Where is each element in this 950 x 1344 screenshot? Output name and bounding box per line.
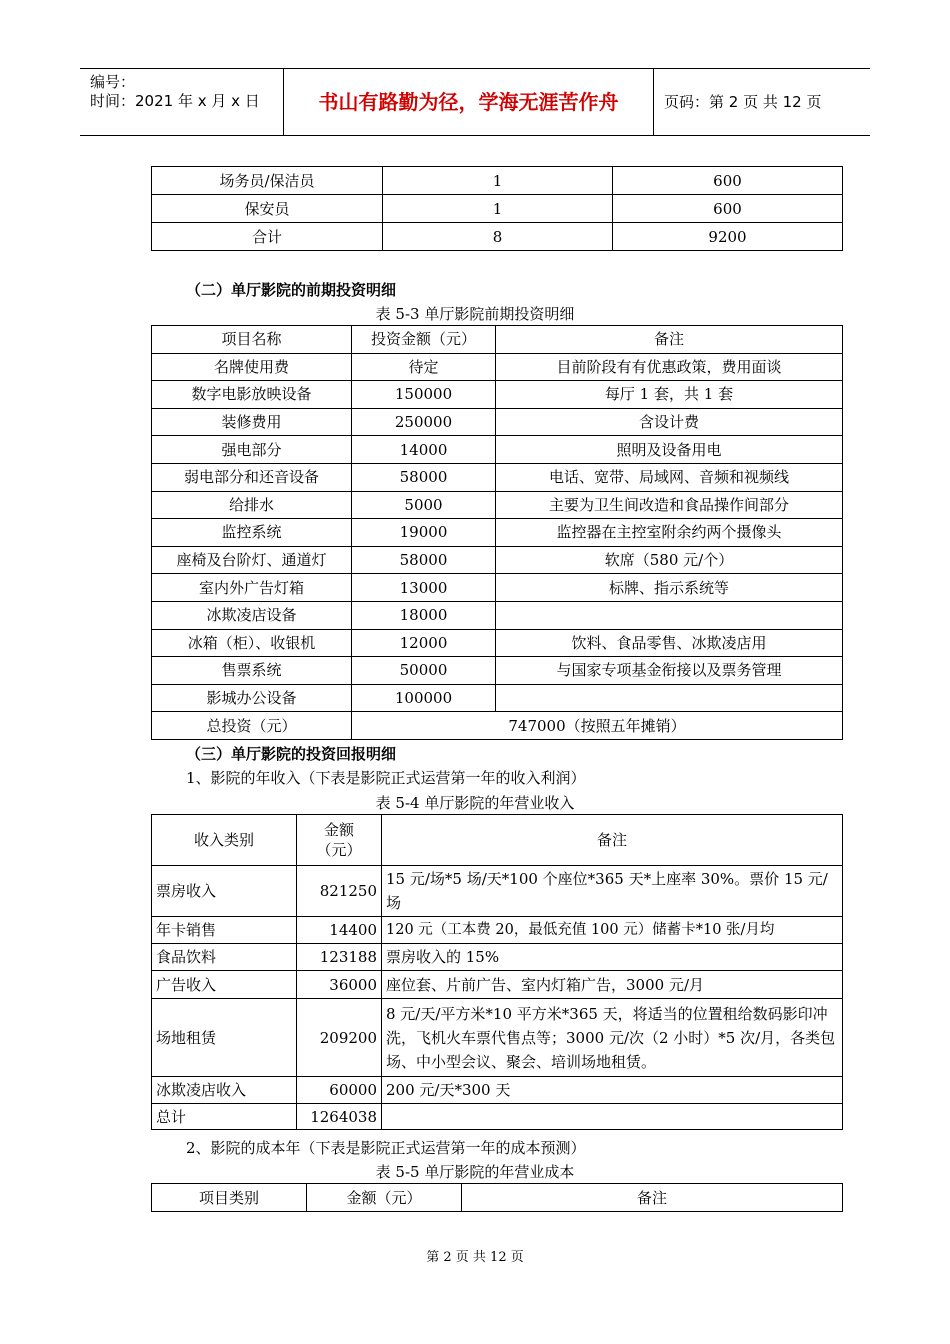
table-cell: 200 元/天*300 天 xyxy=(382,1077,843,1104)
header-meta xyxy=(80,69,283,135)
table-row xyxy=(152,999,843,1077)
table-cell: 150000 xyxy=(352,381,496,409)
table-cell: 14000 xyxy=(352,436,496,464)
table-cell: 冰箱（柜）、收银机 xyxy=(152,629,352,657)
table-cell: 600 xyxy=(613,167,843,195)
table-cell: 照明及设备用电 xyxy=(496,436,843,464)
table-cell: 18000 xyxy=(352,601,496,629)
total-label: 总投资（元） xyxy=(152,712,352,740)
table-cell: 120 元（工本费 20，最低充值 100 元）储蓄卡*10 张/月均 xyxy=(382,917,843,944)
table-row xyxy=(152,1077,843,1104)
table-row xyxy=(152,574,843,602)
table-cell: 目前阶段有有优惠政策，费用面谈 xyxy=(496,353,843,381)
header-cell-text: 金额（元） xyxy=(316,821,362,859)
staff-table xyxy=(151,166,843,251)
investment-table xyxy=(151,325,843,740)
table-header-row xyxy=(152,815,843,866)
table-cell: 36000 xyxy=(297,971,382,999)
header-cell xyxy=(297,815,382,866)
table-cell: 58000 xyxy=(352,546,496,574)
table-row xyxy=(152,866,843,917)
table-cell: 给排水 xyxy=(152,491,352,519)
section3-heading: （三）单厅影院的投资回报明细 xyxy=(186,745,397,763)
table-cell: 60000 xyxy=(297,1077,382,1104)
table-cell xyxy=(496,601,843,629)
header-cell: 金额（元） xyxy=(307,1184,462,1212)
table-cell: 8 元/天/平方米*10 平方米*365 天，将适当的位置租给数码影印冲洗，飞机火车票代售点等；3000 元/次（2 小时）*5 次/月，各类包场、中小型会议、聚会、培训场地租赁。 xyxy=(382,999,843,1077)
table-row xyxy=(152,629,843,657)
table-cell: 5000 xyxy=(352,491,496,519)
table-row xyxy=(152,971,843,999)
table-cell: 场务员/保洁员 xyxy=(152,167,383,195)
table-cell: 13000 xyxy=(352,574,496,602)
table-cell: 饮料、食品零售、冰欺凌店用 xyxy=(496,629,843,657)
table-row xyxy=(152,463,843,491)
header-cell: 项目名称 xyxy=(152,326,352,354)
table-row xyxy=(152,684,843,712)
header-cell: 项目类别 xyxy=(152,1184,307,1212)
table-cell: 250000 xyxy=(352,408,496,436)
table-row xyxy=(152,944,843,971)
header-page-info: 页码：第 2 页 共 12 页 xyxy=(664,93,822,111)
table-cell: 123188 xyxy=(297,944,382,971)
header-cell: 备注 xyxy=(462,1184,843,1212)
total-value: 747000（按照五年摊销） xyxy=(352,712,843,740)
table-cell: 名牌使用费 xyxy=(152,353,352,381)
table-row xyxy=(152,381,843,409)
table-cell: 8 xyxy=(383,223,613,251)
cost-table xyxy=(151,1183,843,1212)
table-header-row xyxy=(152,326,843,354)
table-cell: 强电部分 xyxy=(152,436,352,464)
table-cell: 广告收入 xyxy=(152,971,297,999)
table-cell xyxy=(496,684,843,712)
header-cell: 备注 xyxy=(382,815,843,866)
table-cell: 食品饮料 xyxy=(152,944,297,971)
table-cell: 监控器在主控室附余约两个摄像头 xyxy=(496,519,843,547)
table-cell: 19000 xyxy=(352,519,496,547)
table-cell: 每厅 1 套，共 1 套 xyxy=(496,381,843,409)
table-cell: 座位套、片前广告、室内灯箱广告，3000 元/月 xyxy=(382,971,843,999)
table-cell xyxy=(382,1104,843,1130)
table-row xyxy=(152,917,843,944)
table-cell: 座椅及台阶灯、通道灯 xyxy=(152,546,352,574)
table-row xyxy=(152,601,843,629)
table-cell: 50000 xyxy=(352,657,496,685)
table-cell: 场地租赁 xyxy=(152,999,297,1077)
table-caption: 表 5-5 单厅影院的年营业成本 xyxy=(375,1163,575,1181)
section2-heading: （二）单厅影院的前期投资明细 xyxy=(186,281,397,299)
table-cell: 待定 xyxy=(352,353,496,381)
table-cell: 合计 xyxy=(152,223,383,251)
table-cell: 监控系统 xyxy=(152,519,352,547)
table-cell: 标牌、指示系统等 xyxy=(496,574,843,602)
table-caption: 表 5-3 单厅影院前期投资明细 xyxy=(375,305,575,323)
table-cell: 冰欺凌店收入 xyxy=(152,1077,297,1104)
table-cell: 15 元/场*5 场/天*100 个座位*365 天*上座率 30%。票价 15 元/场 xyxy=(382,866,843,917)
table-cell: 数字电影放映设备 xyxy=(152,381,352,409)
table-cell: 821250 xyxy=(297,866,382,917)
table-row xyxy=(152,436,843,464)
table-cell: 100000 xyxy=(352,684,496,712)
table-cell: 电话、宽带、局域网、音频和视频线 xyxy=(496,463,843,491)
section3-sub1: 1、影院的年收入（下表是影院正式运营第一年的收入利润） xyxy=(186,769,586,787)
number-label: 编号： xyxy=(90,73,136,91)
table-cell: 14400 xyxy=(297,917,382,944)
section3-sub2: 2、影院的成本年（下表是影院正式运营第一年的成本预测） xyxy=(186,1139,586,1157)
table-cell: 弱电部分和还音设备 xyxy=(152,463,352,491)
page-header xyxy=(80,68,870,136)
table-cell: 票房收入 xyxy=(152,866,297,917)
table-row xyxy=(152,353,843,381)
table-cell: 600 xyxy=(613,195,843,223)
table-cell: 1 xyxy=(383,167,613,195)
table-cell: 含设计费 xyxy=(496,408,843,436)
table-cell: 58000 xyxy=(352,463,496,491)
table-cell: 保安员 xyxy=(152,195,383,223)
table-cell: 12000 xyxy=(352,629,496,657)
table-cell: 9200 xyxy=(613,223,843,251)
table-cell: 主要为卫生间改造和食品操作间部分 xyxy=(496,491,843,519)
header-cell: 收入类别 xyxy=(152,815,297,866)
table-cell: 与国家专项基金衔接以及票务管理 xyxy=(496,657,843,685)
table-cell: 售票系统 xyxy=(152,657,352,685)
table-cell: 装修费用 xyxy=(152,408,352,436)
time-label: 时间：2021 年 x 月 x 日 xyxy=(90,92,260,110)
table-cell: 1264038 xyxy=(297,1104,382,1130)
table-total-row xyxy=(152,712,843,740)
page-footer: 第 2 页 共 12 页 xyxy=(426,1250,524,1265)
header-cell: 备注 xyxy=(496,326,843,354)
table-cell: 总计 xyxy=(152,1104,297,1130)
table-row xyxy=(152,657,843,685)
table-cell: 软席（580 元/个） xyxy=(496,546,843,574)
table-header-row xyxy=(152,1184,843,1212)
revenue-table xyxy=(151,814,843,1130)
table-cell: 影城办公设备 xyxy=(152,684,352,712)
table-cell: 室内外广告灯箱 xyxy=(152,574,352,602)
table-row xyxy=(152,167,843,195)
table-cell: 1 xyxy=(383,195,613,223)
table-cell: 年卡销售 xyxy=(152,917,297,944)
table-row xyxy=(152,546,843,574)
table-row xyxy=(152,195,843,223)
header-motto: 书山有路勤为径，学海无涯苦作舟 xyxy=(283,69,654,135)
table-cell: 209200 xyxy=(297,999,382,1077)
table-row xyxy=(152,1104,843,1130)
table-row xyxy=(152,408,843,436)
header-cell: 投资金额（元） xyxy=(352,326,496,354)
table-row xyxy=(152,491,843,519)
table-row xyxy=(152,223,843,251)
table-caption: 表 5-4 单厅影院的年营业收入 xyxy=(375,794,575,812)
table-cell: 冰欺凌店设备 xyxy=(152,601,352,629)
table-row xyxy=(152,519,843,547)
table-cell: 票房收入的 15% xyxy=(382,944,843,971)
